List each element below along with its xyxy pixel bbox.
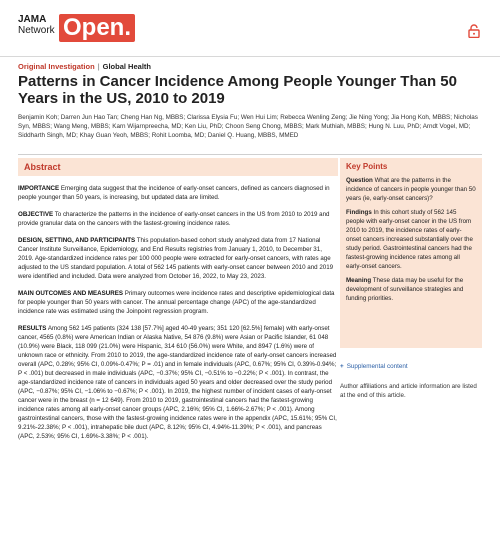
abstract-column: [18, 158, 338, 441]
abstract-importance: [18, 184, 338, 202]
lock-open-icon: [468, 24, 480, 38]
key-point-findings: [346, 208, 476, 271]
key-point-text: In this cohort study of 562 145 people with early-onset cancer in the US from 2010 to 2019, the incidence rates of early-onset cancers increased substantially over the study period. Gastrointestinal cancers had the fastest-growing incidence rates among all early-onset cancers.: [346, 209, 473, 270]
header-divider: [0, 56, 500, 57]
key-point-meaning: [346, 276, 476, 303]
abstract-outcomes: [18, 289, 338, 316]
key-point-text: These data may be useful for the development of surveillance strategies and funding priorities.: [346, 277, 464, 302]
article-title: Patterns in Cancer Incidence Among People Younger Than 50 Years in the US, 2010 to 2019: [18, 73, 457, 107]
section-text: To characterize the patterns in the incidence of early-onset cancers in the US from 2010 to 2019 and provide granular data on the cancers with the fastest-growing incidence rates.: [18, 211, 330, 227]
key-point-question: [346, 176, 476, 203]
breadcrumb-separator: |: [97, 62, 100, 71]
supplemental-content-link[interactable]: [340, 363, 482, 370]
section-label: IMPORTANCE: [18, 185, 60, 192]
article-section: Global Health: [102, 62, 151, 71]
logo-network: Network: [18, 25, 55, 36]
journal-logo-text: [18, 14, 62, 36]
section-text: Primary outcomes were incidence rates and descriptive epidemiological data for people younger than 50 years with cancer. The annual percentage change (APC) of the age-standardized incidence rate was estimated using the Joinpoint regression program.: [18, 290, 335, 315]
key-point-label: Question: [346, 177, 373, 184]
article-category: [18, 62, 151, 71]
plus-icon: +: [340, 363, 344, 370]
key-point-label: Findings: [346, 209, 372, 216]
key-point-text: What are the patterns in the incidence of cancers in people younger than 50 years (ie, early-onset cancers)?: [346, 177, 476, 202]
logo-jama: JAMA: [18, 14, 47, 25]
abstract-results: [18, 324, 338, 441]
supplemental-label: Supplemental content: [346, 363, 408, 370]
abstract-objective: [18, 210, 338, 228]
section-text: This population-based cohort study analyzed data from 17 National Cancer Institute Surveillance, Epidemiology, and End Results registries from January 1, 2010, to December 31, 2019. Age-standardized incidence rates per 100 000 people were extracted for early-onset cancers, with rates age adjusted to the US standard population. A total of 562 145 patients with early-onset cancer between 2010 and 2019 were identified and included. Data were analyzed from October 16, 2022, to May 23, 2023.: [18, 237, 334, 280]
article-type: Original Investigation: [18, 62, 95, 71]
sidebar: [340, 158, 482, 400]
author-list: Benjamin Koh; Darren Jun Hao Tan; Cheng Han Ng, MBBS; Clarissa Elysia Fu; Wen Hui Lim; Rebecca Wenling Zeng; Jie Ning Yong; Jia Hong Koh, MBBS; Nicholas Syn, MBBS; Wang Meng, MBBS; Karn Wijarnpreecha, MD; Ken Liu, PhD; Choon Seng Chong, MBBS; Mark Muthiah, MBBS; Hung N. Luu, PhD; Arndt Vogel, MD; Siddharth Singh, MD; Khay Guan Yeoh, MBBS; Rohit Loomba, MD; Daniel Q. Huang, MBBS, MMED: [18, 114, 478, 139]
section-label: DESIGN, SETTING, AND PARTICIPANTS: [18, 237, 136, 244]
section-label: MAIN OUTCOMES AND MEASURES: [18, 290, 123, 297]
key-points-heading: Key Points: [346, 162, 388, 171]
abstract-design: [18, 236, 338, 281]
key-points-box: [340, 158, 482, 348]
title-divider: [18, 154, 482, 155]
abstract-heading: Abstract: [18, 158, 338, 176]
section-text: Emerging data suggest that the incidence of early-onset cancers, defined as cancers diagnosed in people younger than 50 years, is increasing, but updated data are limited.: [18, 185, 330, 201]
section-text: Among 562 145 patients (324 138 [57.7%] aged 40-49 years; 351 120 [62.5%] female) with early-onset cancer, 4565 (0.8%) were American Indian or Alaska Native, 54 876 (9.8%) were Asian or Pacific Islander, 61 048 (10.9%) were Black, 118 099 (21.0%) were Hispanic, 314 610 (56.0%) were White, and 8947 (1.6%) were of unknown race or ethnicity. From 2010 to 2019, the age-standardized incidence rate of early-onset cancers increased overall (APC, 0.28%; 95% CI, 0.09%-0.47%; P = .01) and in female individuals (APC, 0.67%; 95% CI, 0.39%-0.94%; P < .001) but decreased in male individuals (APC, −0.37%; 95% CI, −0.51% to −0.22%; P < .001). In contrast, the age-standardized incidence rate of cancers in individuals aged 50 years and older decreased over the study period (APC, −0.87%; 95% CI, −1.06% to −0.67%; P < .001). In 2019, the highest number of incident cases of early-onset cancer were in the breast (n = 12 649). From 2010 to 2019, gastrointestinal cancers had the fastest-growing incidence rates among all early-onset cancer groups (APC, 2.16%; 95% CI, 1.66%-2.67%; P < .001). Among gastrointestinal cancers, those with the fastest-growing incidence rates were in the appendix (APC, 15.61%; 95% CI, 9.21%-22.38%; P < .001), intrahepatic bile duct (APC, 8.12%; 95% CI, 4.94%-11.39%; P < .001), and pancreas (APC, 2.53%; 95% CI, 1.69%-3.38%; P < .001).: [18, 325, 337, 440]
key-point-label: Meaning: [346, 277, 372, 284]
section-label: OBJECTIVE: [18, 211, 54, 218]
section-label: RESULTS: [18, 325, 47, 332]
logo-open-badge: Open.: [59, 14, 135, 42]
affiliations-note: Author affiliations and article information are listed at the end of this article.: [340, 383, 477, 399]
